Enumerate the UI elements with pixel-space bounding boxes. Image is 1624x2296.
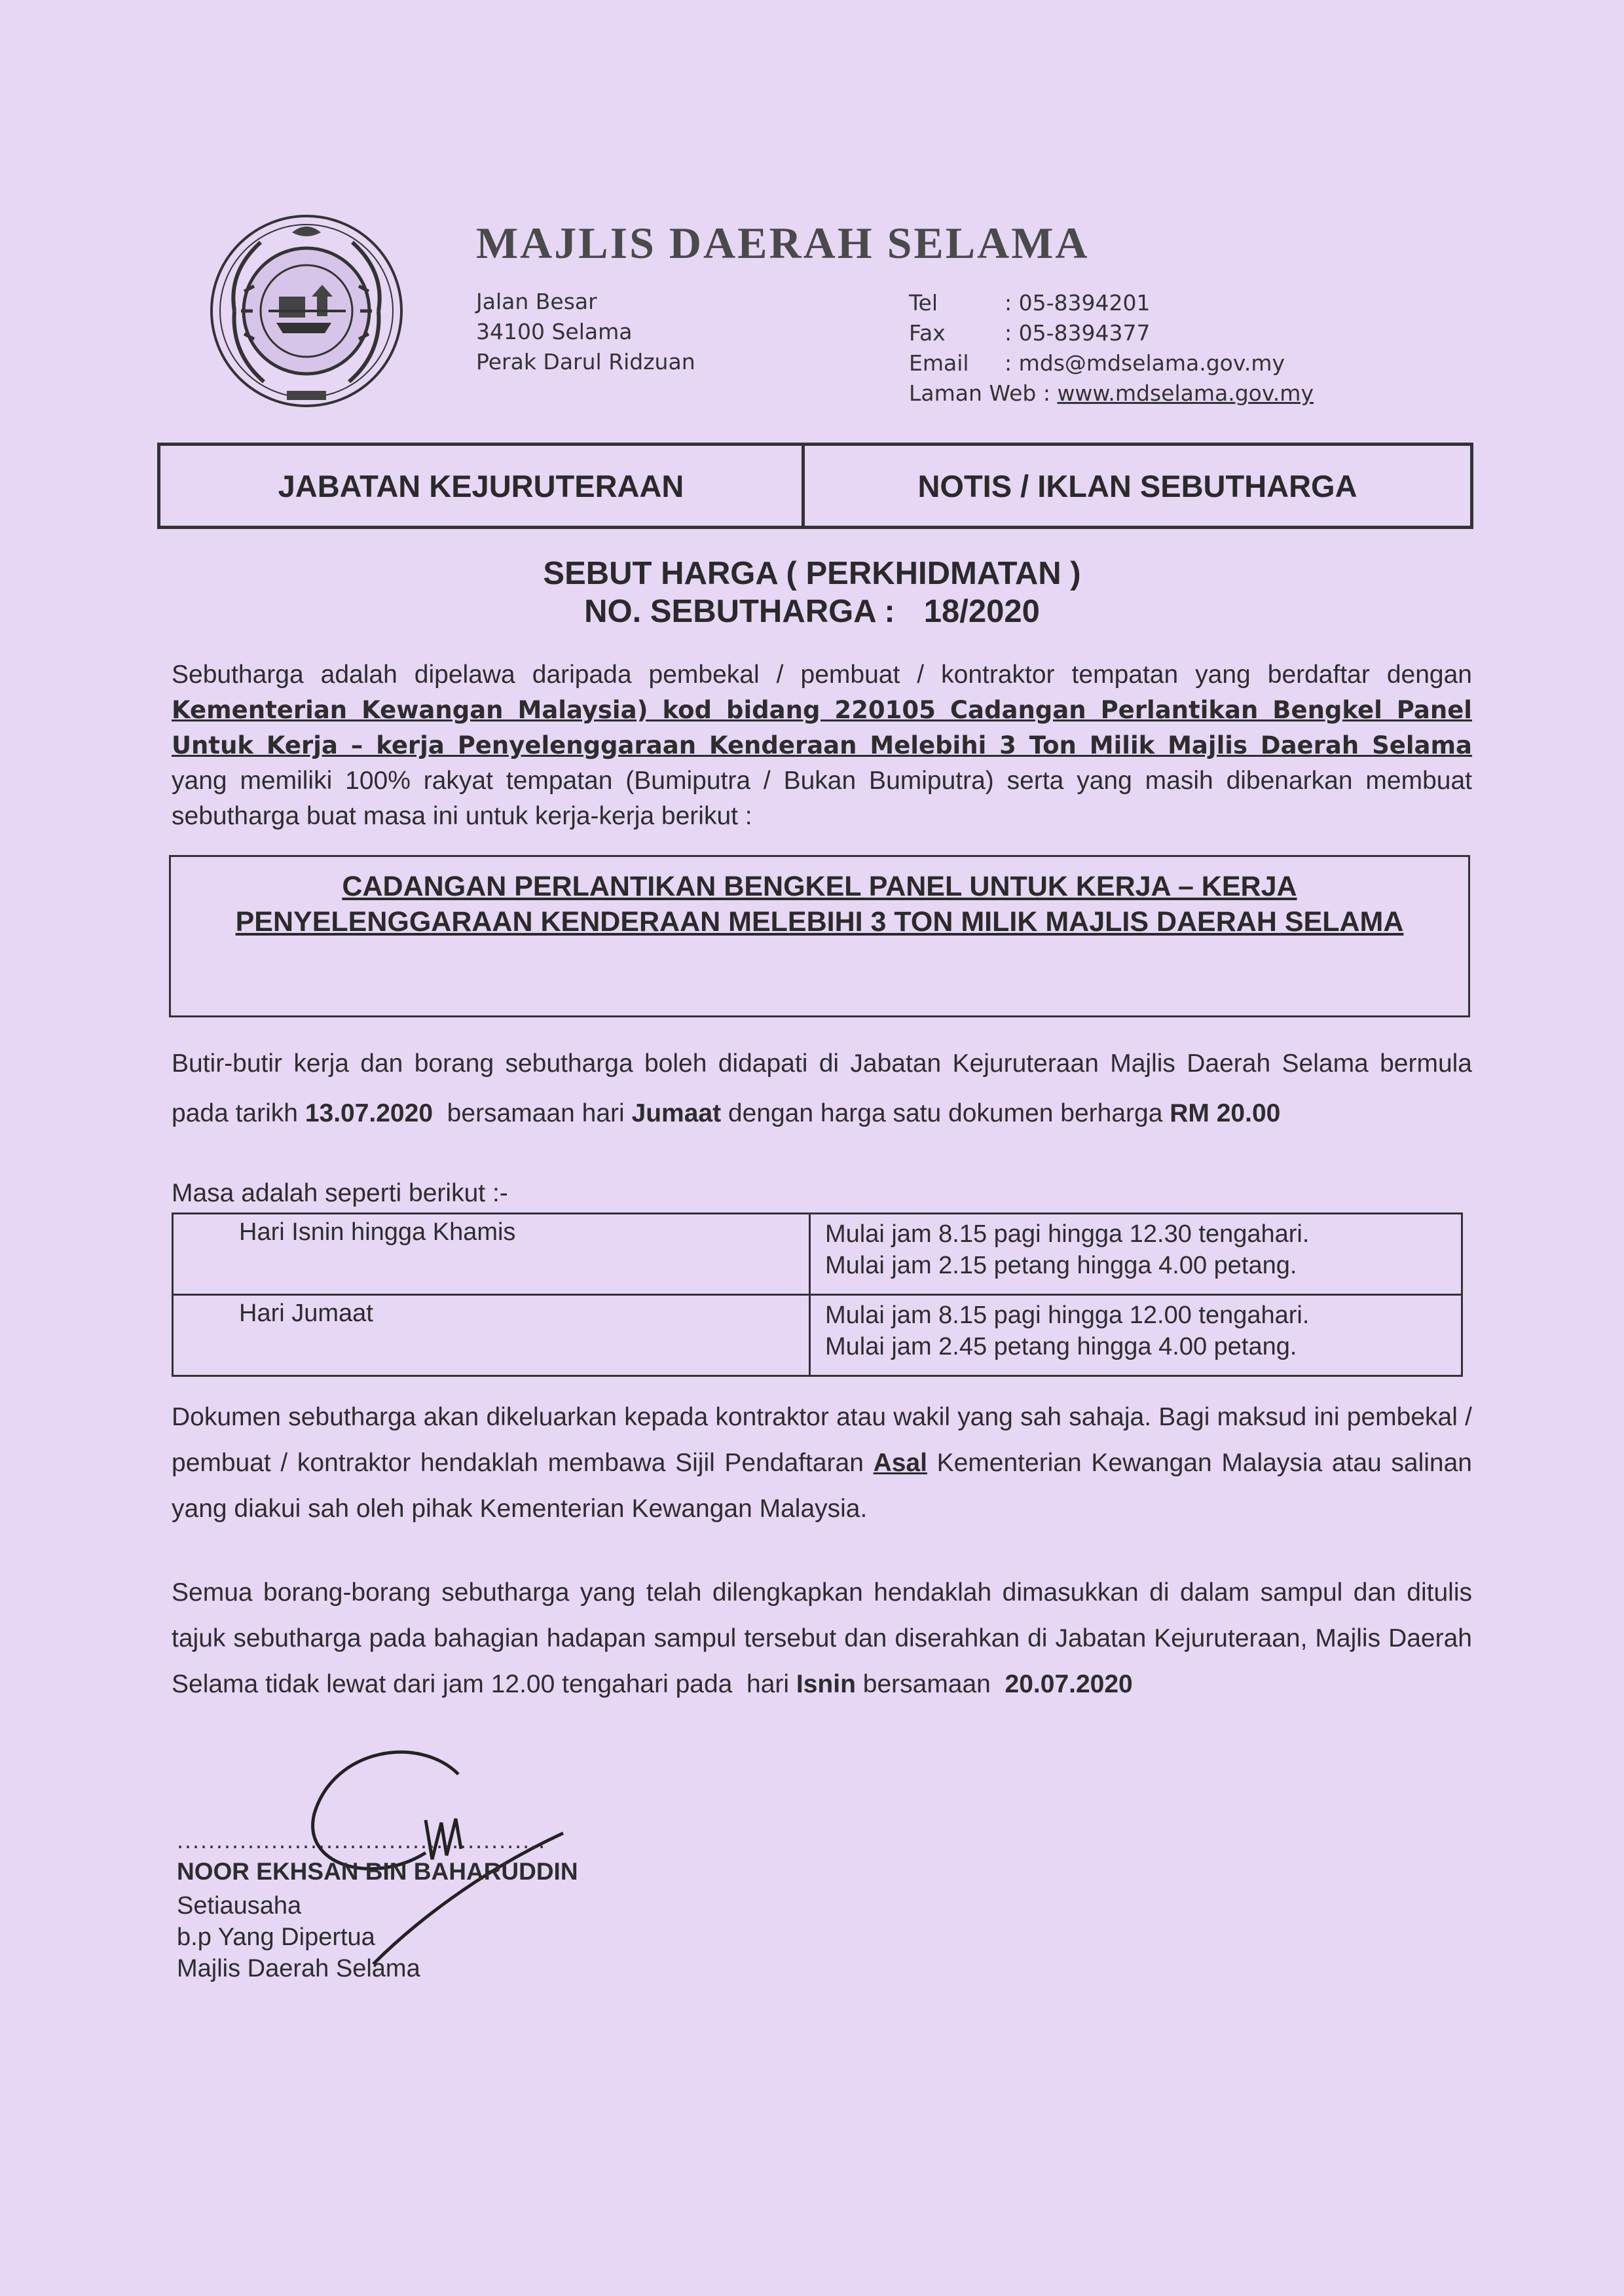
closing-date: 20.07.2020: [1005, 1670, 1133, 1698]
time-cell: [810, 1295, 1462, 1376]
signatory-name: NOOR EKHSAN BIN BAHARUDDIN: [177, 1858, 578, 1885]
department-notice-box: [157, 443, 1473, 529]
council-crest-logo-icon: [208, 213, 405, 409]
day-cell: Hari Jumaat: [173, 1295, 810, 1376]
documents-text: Kementerian Kewangan Malaysia atau salinan yang diakui sah oleh pihak Kementerian Kewangan Malaysia.: [172, 1449, 1472, 1523]
project-title-line: CADANGAN PERLANTIKAN BENGKEL PANEL UNTUK KERJA – KERJA: [342, 871, 1297, 902]
time-line: Mulai jam 8.15 pagi hingga 12.30 tengahari.: [825, 1220, 1310, 1248]
details-paragraph: [172, 1039, 1472, 1139]
documents-text: Dokumen sebutharga akan dikeluarkan kepada kontraktor atau wakil yang sah sahaja. Bagi maksud ini pembekal / pembuat / kontraktor hendaklah membawa Sijil Pendaftaran: [172, 1403, 1472, 1477]
details-text: bersamaan hari: [433, 1099, 632, 1127]
fax-label: Fax: [909, 320, 946, 346]
table-row: [173, 1214, 1462, 1295]
fax-value: : 05-8394377: [1005, 320, 1151, 346]
contact-block: [909, 288, 1314, 409]
tel-value: : 05-8394201: [1005, 290, 1151, 316]
notice-type: NOTIS / IKLAN SEBUTHARGA: [917, 468, 1357, 503]
intro-text-rest: yang memiliki 100% rakyat tempatan (Bumiputra / Bukan Bumiputra) serta yang masih dibenarkan membuat sebutharga buat masa ini untuk kerja-kerja berikut :: [172, 767, 1472, 830]
email-label: Email: [909, 350, 969, 376]
submission-text: Semua borang-borang sebutharga yang telah dilengkapkan hendaklah dimasukkan di dalam sampul dan ditulis tajuk sebutharga pada bahagian hadapan sampul tersebut dan diserahkan di Jabatan Kejuruteraan, Majlis Daerah Selama tidak lewat dari jam 12.00 tengahari pada hari: [172, 1578, 1479, 1698]
quotation-number-label: NO. SEBUTHARGA :: [584, 594, 895, 629]
time-cell: [810, 1214, 1462, 1295]
signature-line: ...............................................: [177, 1827, 547, 1853]
tel-row: [909, 288, 1314, 318]
registration-code-text: Kementerian Kewangan Malaysia) kod bidang 220105 Cadangan Perlantikan Bengkel Panel Untuk Kerja – kerja Penyelenggaraan Kenderaan Melebihi 3 Ton Milik Majlis Daerah Selama: [172, 696, 1472, 759]
web-label: Laman Web: [909, 380, 1037, 406]
postal-address: [476, 287, 695, 377]
tel-label: Tel: [909, 290, 938, 316]
start-day: Jumaat: [631, 1099, 722, 1127]
document-price: RM 20.00: [1170, 1099, 1281, 1127]
details-text: Butir-butir kerja dan borang sebutharga boleh didapati di Jabatan Kejuruteraan Majlis Daerah Selama bermula pada tarikh: [172, 1049, 1472, 1127]
web-row: [909, 378, 1314, 409]
time-line: Mulai jam 2.45 petang hingga 4.00 petang.: [825, 1333, 1297, 1360]
intro-paragraph: [172, 657, 1472, 834]
signatory-organisation: Majlis Daerah Selama: [177, 1955, 420, 1982]
email-value[interactable]: : mds@mdselama.gov.my: [1005, 350, 1285, 376]
quotation-heading: SEBUT HARGA ( PERKHIDMATAN ): [543, 556, 1081, 591]
email-row: [909, 348, 1314, 378]
day-cell: Hari Isnin hingga Khamis: [173, 1214, 810, 1295]
project-title-line: PENYELENGGARAAN KENDERAAN MELEBIHI 3 TON MILIK MAJLIS DAERAH SELAMA: [235, 906, 1404, 938]
office-hours-table: [172, 1212, 1463, 1377]
address-line: Jalan Besar: [476, 289, 597, 314]
signatory-on-behalf: b.p Yang Dipertua: [177, 1923, 375, 1951]
closing-day: Isnin: [796, 1670, 856, 1698]
documents-paragraph: [172, 1394, 1472, 1532]
quotation-number: 18/2020: [923, 594, 1040, 629]
start-date: 13.07.2020: [304, 1099, 434, 1127]
table-row: [173, 1295, 1462, 1376]
quotation-number-line: [0, 593, 1624, 630]
schedule-intro: Masa adalah seperti berikut :-: [172, 1179, 508, 1207]
submission-paragraph: [172, 1570, 1479, 1707]
intro-text: Sebutharga adalah dipelawa daripada pembekal / pembuat / kontraktor tempatan yang berdaftar dengan: [172, 661, 1472, 689]
signatory-title: Setiausaha: [177, 1892, 302, 1920]
organisation-name: MAJLIS DAERAH SELAMA: [476, 218, 1090, 268]
original-certificate-term: Asal: [873, 1449, 927, 1477]
fax-row: [909, 318, 1314, 348]
address-line: Perak Darul Ridzuan: [476, 349, 695, 374]
department-name: JABATAN KEJURUTERAAN: [160, 446, 805, 526]
website-link[interactable]: www.mdselama.gov.my: [1057, 380, 1314, 406]
time-line: Mulai jam 8.15 pagi hingga 12.00 tengahari.: [825, 1302, 1310, 1329]
web-separator: :: [1036, 380, 1058, 406]
details-text: dengan harga satu dokumen berharga: [721, 1099, 1170, 1127]
time-line: Mulai jam 2.15 petang hingga 4.00 petang.: [825, 1252, 1297, 1279]
address-line: 34100 Selama: [476, 319, 633, 344]
submission-text: bersamaan: [855, 1670, 1005, 1698]
